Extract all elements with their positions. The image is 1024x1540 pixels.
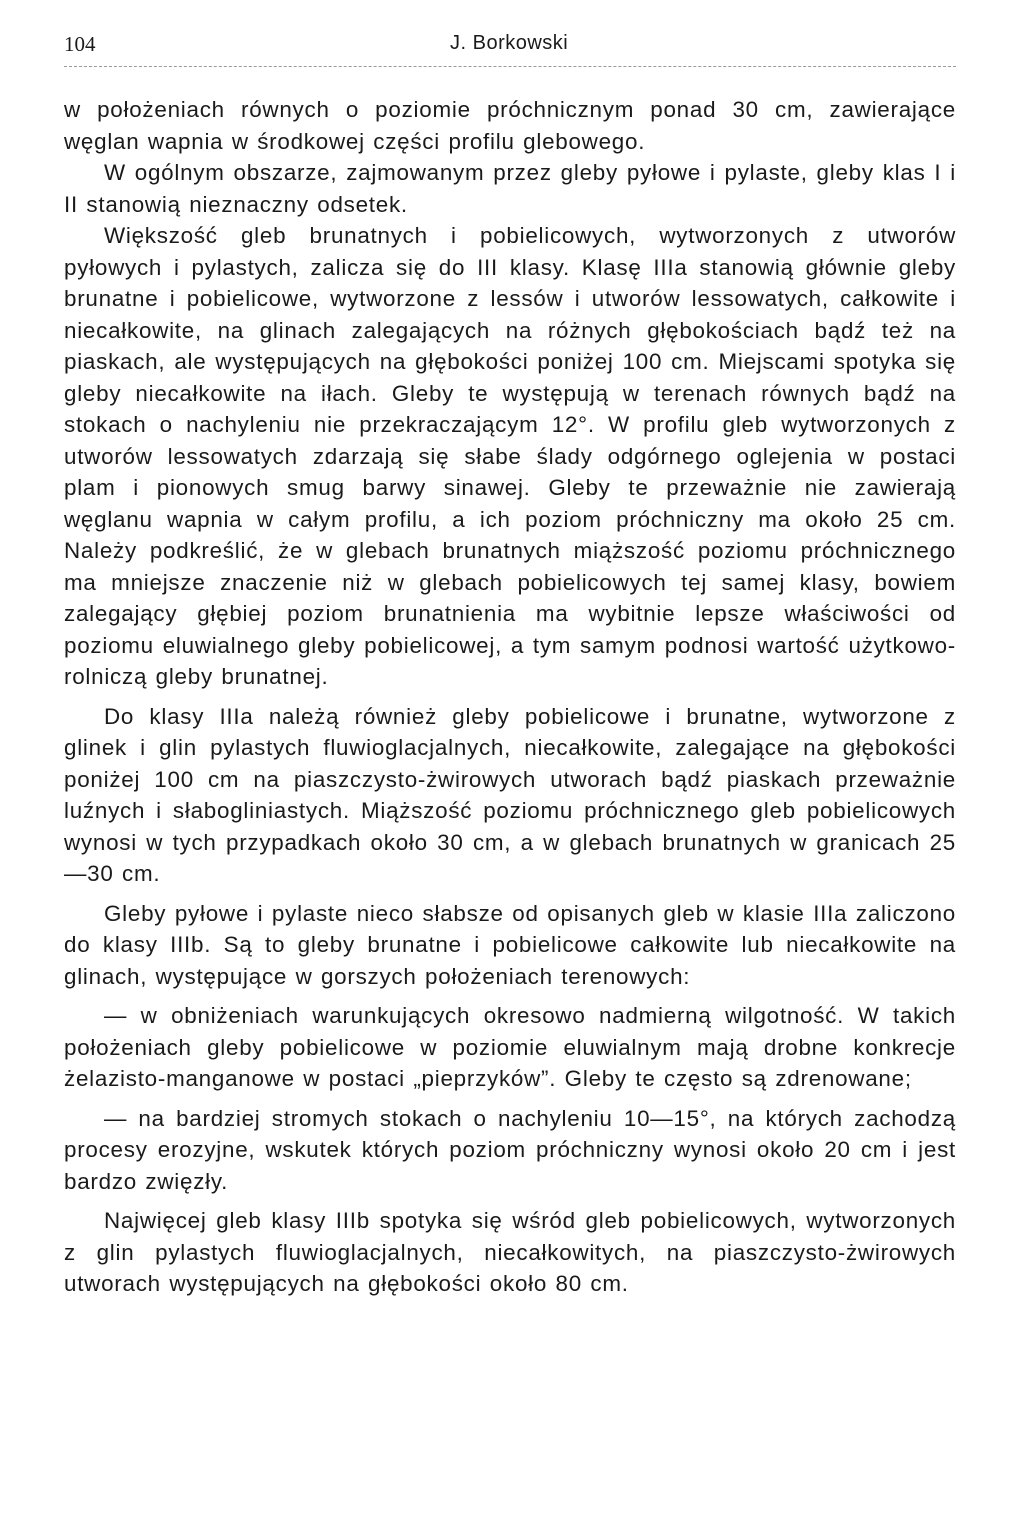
- body-text: [64, 94, 956, 1300]
- paragraph-dash-item: — w obniżeniach warunkujących okresowo nadmierną wilgotność. W takich położeniach gleby pobielicowe w poziomie eluwialnym mają drobne konkrecje żelazisto-manganowe w postaci „pieprzyków”. Gleby te często są zdrenowane;: [64, 1003, 956, 1091]
- book-page: [64, 24, 956, 1296]
- paragraph: Większość gleb brunatnych i pobielicowych, wytworzonych z utworów pyłowych i pylastych, zalicza się do III klasy. Klasę IIIa stanowią głównie gleby brunatne i pobielicowe, wytworzone z lessów i utworów lessowatych, całkowite i niecałkowite, na glinach zalegających na różnych głębokościach bądź też na piaskach, ale występujących na głębokości poniżej 100 cm. Miejscami spotyka się gleby niecałkowite na iłach. Gleby te występują w terenach równych bądź na stokach o nachyleniu nie przekraczającym 12°. W profilu gleb wytworzonych z utworów lessowatych zdarzają się słabe ślady odgórnego oglejenia w postaci plam i pionowych smug barwy sinawej. Gleby te przeważnie nie zawierają węglanu wapnia w całym profilu, a ich poziom próchniczny ma około 25 cm. Należy podkreślić, że w glebach brunatnych miąższość poziomu próchnicznego ma mniejsze znaczenie niż w glebach pobielicowych tej samej klasy, bowiem zalegający głębiej poziom brunatnienia ma wybitnie lepsze właściwości od poziomu eluwialnego gleby pobielicowej, a tym samym podnosi wartość użytkowo-rolniczą gleby brunatnej.: [64, 223, 956, 689]
- paragraph: Najwięcej gleb klasy IIIb spotyka się wśród gleb pobielicowych, wytworzonych z glin pylastych fluwioglacjalnych, niecałkowitych, na piaszczysto-żwirowych utworach występujących na głębokości około 80 cm.: [64, 1208, 956, 1296]
- paragraph: Do klasy IIIa należą również gleby pobielicowe i brunatne, wytworzone z glinek i glin pylastych fluwioglacjalnych, niecałkowite, zalegające na głębokości poniżej 100 cm na piaszczysto-żwirowych utworach bądź piaskach przeważnie luźnych i słabogliniastych. Miąższość poziomu próchnicznego gleb pobielicowych wynosi w tych przypadkach około 30 cm, a w glebach brunatnych w granicach 25—30 cm.: [64, 703, 956, 886]
- page-number: 104: [64, 32, 96, 56]
- header-rule: [64, 66, 956, 67]
- running-header-author: J. Borkowski: [450, 32, 569, 54]
- paragraph-continuation: w położeniach równych o poziomie próchnicznym ponad 30 cm, zawierające węglan wapnia w środkowej części profilu glebowego.: [64, 97, 956, 154]
- running-header: [64, 24, 956, 54]
- paragraph-dash-item: — na bardziej stromych stokach o nachyleniu 10—15°, na których zachodzą procesy erozyjne, wskutek których poziom próchniczny wynosi około 20 cm i jest bardzo zwięzły.: [64, 1105, 956, 1194]
- paragraph: Gleby pyłowe i pylaste nieco słabsze od opisanych gleb w klasie IIIa zaliczono do klasy IIIb. Są to gleby brunatne i pobielicowe całkowite lub niecałkowite na glinach, występujące w gorszych położeniach terenowych:: [64, 900, 956, 989]
- paragraph: W ogólnym obszarze, zajmowanym przez gleby pyłowe i pylaste, gleby klas I i II stanowią nieznaczny odsetek.: [64, 160, 956, 217]
